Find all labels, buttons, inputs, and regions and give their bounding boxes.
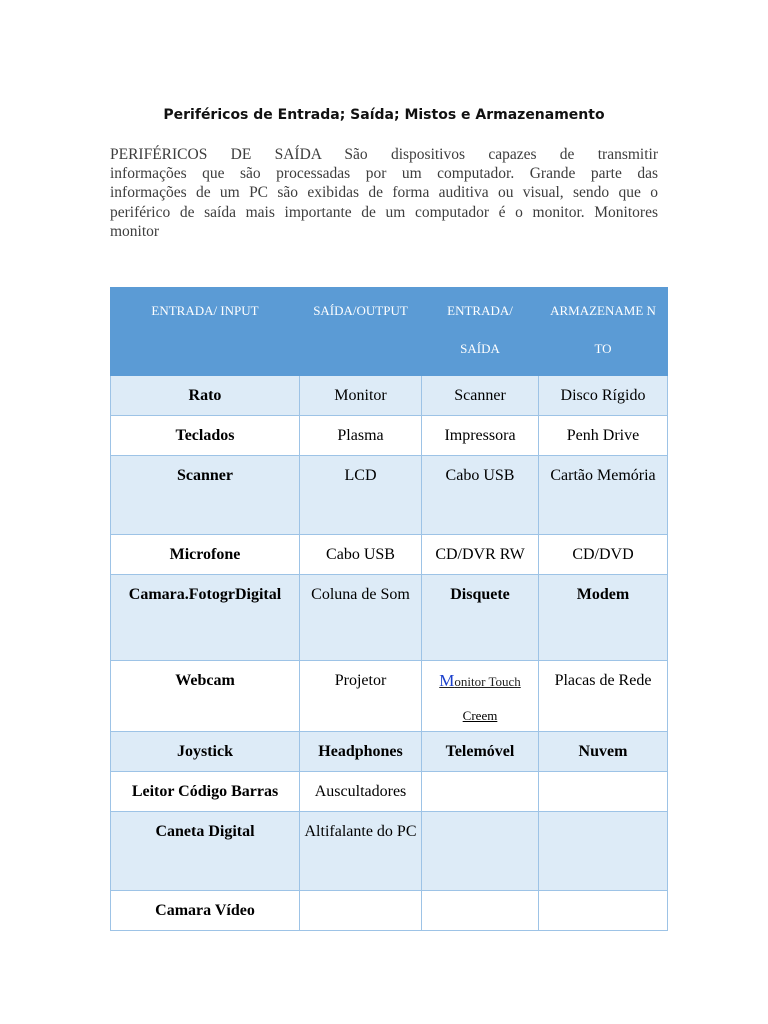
table-row [111, 891, 668, 931]
table-cell [300, 891, 422, 931]
link-text-line2: Creem [462, 708, 498, 723]
table-cell: Monitor [300, 376, 422, 416]
link-first-letter: M [439, 671, 455, 690]
peripherals-table [110, 287, 668, 931]
table-cell: Rato [111, 376, 300, 416]
table-cell [539, 891, 668, 931]
header-storage-label: ARMAZENAME NTO [550, 303, 656, 356]
table-cell: Scanner [111, 456, 300, 535]
table-cell [422, 661, 539, 732]
table-cell: Projetor [300, 661, 422, 732]
paragraph-line: informações de um PC são exibidas de forma auditiva ou visual, sendo que o [110, 184, 658, 202]
table-row [111, 456, 668, 535]
table-cell: Cartão Memória [539, 456, 668, 535]
table-cell: Placas de Rede [539, 661, 668, 732]
table-cell: CD/DVD [539, 535, 668, 575]
table-cell: Webcam [111, 661, 300, 732]
header-input-output [422, 288, 539, 376]
header-storage [539, 288, 668, 376]
paragraph-line: periférico de saída mais importante de um computador é o monitor. Monitores [110, 203, 658, 221]
table-cell: Telemóvel [422, 732, 539, 772]
table-cell: Penh Drive [539, 416, 668, 456]
header-output: SAÍDA/OUTPUT [300, 288, 422, 376]
paragraph-line: monitor [110, 222, 160, 240]
table-cell: Cabo USB [422, 456, 539, 535]
table-cell: Altifalante do PC [300, 812, 422, 891]
table-cell [422, 772, 539, 812]
table-cell: CD/DVR RW [422, 535, 539, 575]
table-cell [422, 812, 539, 891]
table-cell: LCD [300, 456, 422, 535]
table-cell: Headphones [300, 732, 422, 772]
header-input-output-label: ENTRADA/ SAÍDA [447, 303, 513, 356]
table-cell: Plasma [300, 416, 422, 456]
table-cell [539, 772, 668, 812]
table-cell [422, 891, 539, 931]
table-cell: Microfone [111, 535, 300, 575]
table-cell: Modem [539, 575, 668, 661]
link-text: onitor Touch [454, 674, 521, 689]
table-cell: Leitor Código Barras [111, 772, 300, 812]
paragraph-line: informações que são processadas por um computador. Grande parte das [110, 165, 658, 183]
table-row [111, 416, 668, 456]
intro-paragraph [110, 145, 658, 241]
table-cell: Camara Vídeo [111, 891, 300, 931]
table-cell [539, 812, 668, 891]
table-cell: Teclados [111, 416, 300, 456]
table-row [111, 812, 668, 891]
monitor-touch-link[interactable] [439, 671, 521, 690]
document-title: Periféricos de Entrada; Saída; Mistos e Armazenamento [163, 107, 605, 123]
table-cell: Disquete [422, 575, 539, 661]
table-cell: Scanner [422, 376, 539, 416]
table-cell: Nuvem [539, 732, 668, 772]
table-row [111, 376, 668, 416]
table-cell: Disco Rígido [539, 376, 668, 416]
table-row [111, 732, 668, 772]
table-cell: Joystick [111, 732, 300, 772]
table-cell: Impressora [422, 416, 539, 456]
table-row [111, 661, 668, 732]
table-cell: Camara.FotogrDigital [111, 575, 300, 661]
table-cell: Coluna de Som [300, 575, 422, 661]
header-input: ENTRADA/ INPUT [111, 288, 300, 376]
table-header-row [111, 288, 668, 376]
paragraph-line: PERIFÉRICOS DE SAÍDA São dispositivos capazes de transmitir [110, 146, 658, 163]
table-cell: Cabo USB [300, 535, 422, 575]
table-row [111, 575, 668, 661]
table-cell: Auscultadores [300, 772, 422, 812]
table-row [111, 535, 668, 575]
table-row [111, 772, 668, 812]
table-cell: Caneta Digital [111, 812, 300, 891]
